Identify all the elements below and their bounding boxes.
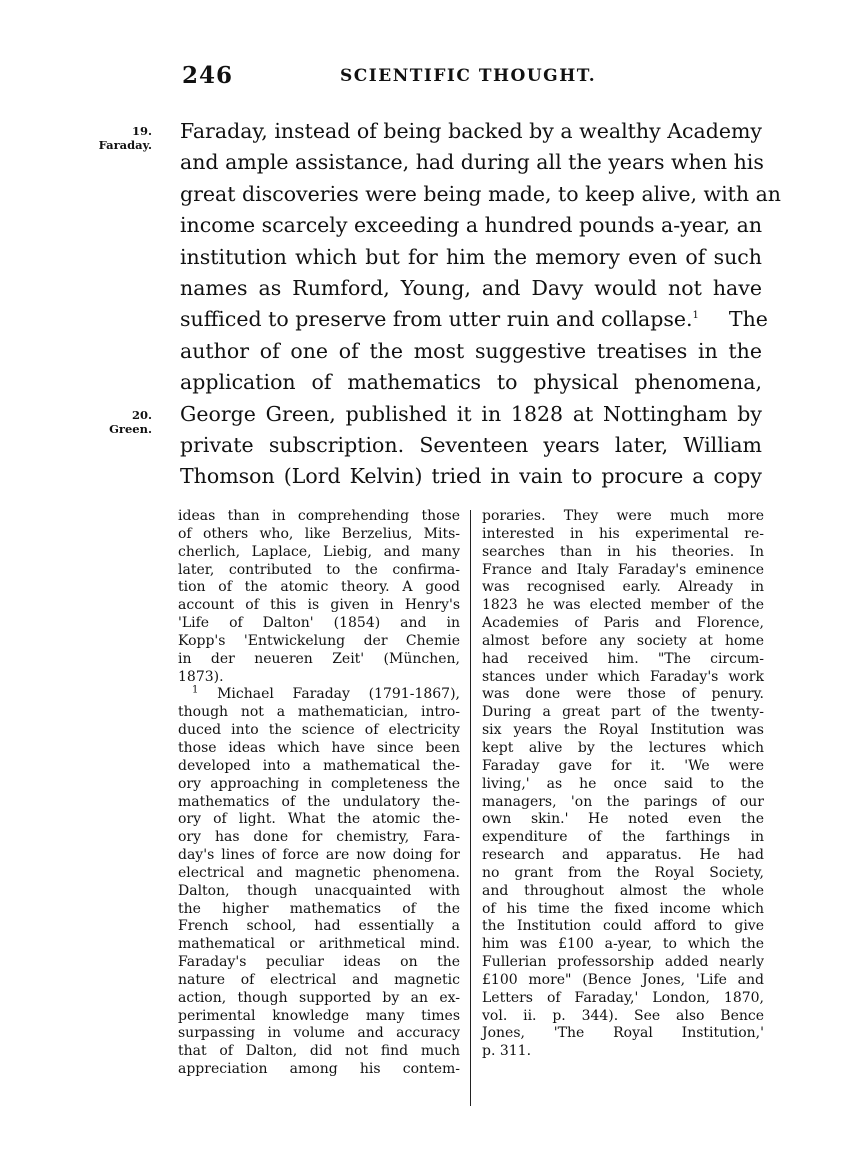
text-fragment: The <box>728 307 768 332</box>
footnote-line: tion of the atomic theory. A good <box>178 579 460 596</box>
text-line: George Green, published it in 1828 at Nottingham by <box>180 401 762 426</box>
footnote-line: searches than in his theories. In <box>482 543 764 560</box>
footnote-line: though not a mathematician, intro- <box>178 704 460 721</box>
main-text <box>180 116 782 493</box>
margin-note-name: Green. <box>109 422 152 436</box>
footnote-line: Letters of Faraday,' London, 1870, <box>482 989 764 1006</box>
page-header <box>180 62 760 96</box>
footnote-line: had received him. "The circum- <box>482 650 764 667</box>
footnote-line: was recognised early. Already in <box>482 579 764 596</box>
footnote-line: stances under which Faraday's work <box>482 668 764 685</box>
text-line-with-footnote <box>180 304 768 335</box>
footnote-line: ory approaching in completeness the <box>178 775 460 792</box>
footnote-line: living,' as he once said to the <box>482 775 764 792</box>
footnote-line: appreciation among his contem- <box>178 1061 460 1078</box>
footnote-line: of his time the fixed income which <box>482 900 764 917</box>
footnote-line: French school, had essentially a <box>178 918 460 935</box>
running-head: SCIENTIFIC THOUGHT. <box>340 66 597 86</box>
footnote-line: Jones, 'The Royal Institution,' <box>482 1025 764 1042</box>
footnote-line: him was £100 a-year, to which the <box>482 936 764 953</box>
footnote-line: in der neueren Zeit' (München, <box>178 650 460 667</box>
footnote-line: France and Italy Faraday's eminence <box>482 561 764 578</box>
footnote-line: action, though supported by an ex- <box>178 989 460 1006</box>
margin-note-name: Faraday. <box>98 138 152 152</box>
footnote-line: perimental knowledge many times <box>178 1007 460 1024</box>
margin-note-green <box>70 408 152 436</box>
text-line: Faraday, instead of being backed by a wealthy Academy <box>180 119 762 143</box>
footnote-line: day's lines of force are now doing for <box>178 847 460 864</box>
footnote-line: duced into the science of electricity <box>178 722 460 739</box>
text-line: names as Rumford, Young, and Davy would not have <box>180 275 762 300</box>
footnote-line: kept alive by the lectures which <box>482 739 764 756</box>
footnote-line: and throughout almost the whole <box>482 882 764 899</box>
footnote-line: research and apparatus. He had <box>482 847 764 864</box>
text-line: Thomson (Lord Kelvin) tried in vain to procure a copy <box>180 464 762 489</box>
footnote-line: electrical and magnetic phenomena. <box>178 864 460 881</box>
footnote-line: own skin.' He noted even the <box>482 811 764 828</box>
footnote-line: Academies of Paris and Florence, <box>482 615 764 632</box>
footnote-line: 1873). <box>178 668 224 685</box>
footnote-line: 'Life of Dalton' (1854) and in <box>178 615 460 632</box>
footnote-line: ory has done for chemistry, Fara- <box>178 829 460 846</box>
footnote-line: no grant from the Royal Society, <box>482 864 764 881</box>
page-number: 246 <box>182 62 234 89</box>
footnote-line: Fullerian professorship added nearly <box>482 954 764 971</box>
footnote-line: £100 more" (Bence Jones, 'Life and <box>482 971 764 988</box>
footnote-line: managers, 'on the parings of our <box>482 793 764 810</box>
footnote-line: mathematical or arithmetical mind. <box>178 936 460 953</box>
footnote-line: poraries. They were much more <box>482 508 764 524</box>
footnote-line: Kopp's 'Entwickelung der Chemie <box>178 632 460 649</box>
footnote-line: 1823 he was elected member of the <box>482 597 764 614</box>
text-line: institution which but for him the memory even of such <box>180 244 762 269</box>
text-line: great discoveries were being made, to keep alive, with an <box>180 181 782 206</box>
footnote-line: p. 311. <box>482 1043 532 1060</box>
footnote-line: of others who, like Berzelius, Mits- <box>178 525 460 542</box>
footnote-line: mathematics of the undulatory the- <box>178 793 460 810</box>
footnote-line: the higher mathematics of the <box>178 900 460 917</box>
footnote-column-left <box>178 508 460 1079</box>
text-line: and ample assistance, had during all the years when his <box>180 150 764 175</box>
text-fragment: Michael Faraday (1791-1867), <box>217 686 460 703</box>
footnote-line: During a great part of the twenty- <box>482 704 764 721</box>
footnote-line: was done were those of penury. <box>482 686 764 703</box>
text-line: author of one of the most suggestive treatises in the <box>180 338 762 363</box>
footnote-line: six years the Royal Institution was <box>482 722 764 739</box>
footnote-line: later, contributed to the confirma- <box>178 561 460 578</box>
text-line: private subscription. Seventeen years later, William <box>180 432 762 457</box>
footnote-line: developed into a mathematical the- <box>178 757 460 774</box>
footnote-line: Faraday's peculiar ideas on the <box>178 954 460 971</box>
footnote-line: that of Dalton, did not find much <box>178 1043 460 1060</box>
footnote-line: Faraday gave for it. 'We were <box>482 757 764 774</box>
footnote-column-right <box>482 508 764 1061</box>
footnote-line: Dalton, though unacquainted with <box>178 882 460 899</box>
footnote-line: interested in his experimental re- <box>482 525 764 542</box>
text-fragment: sufficed to preserve from utter ruin and collapse. <box>180 307 693 332</box>
footnote-line: vol. ii. p. 344). See also Bence <box>482 1007 764 1024</box>
column-divider <box>470 510 471 1106</box>
footnote-line: ideas than in comprehending those <box>178 508 460 524</box>
margin-note-faraday <box>70 124 152 152</box>
footnote-line: ory of light. What the atomic the- <box>178 811 460 828</box>
footnote-line: account of this is given in Henry's <box>178 597 460 614</box>
footnote-line: the Institution could afford to give <box>482 918 764 935</box>
footnote-reference: 1 <box>692 310 699 322</box>
text-line: application of mathematics to physical phenomena, <box>180 370 762 395</box>
footnote-line: cherlich, Laplace, Liebig, and many <box>178 543 460 560</box>
footnote-line: those ideas which have since been <box>178 739 460 756</box>
footnote-line: expenditure of the farthings in <box>482 829 764 846</box>
margin-note-number: 20. <box>131 408 152 422</box>
footnote-start <box>178 686 460 704</box>
footnote-line: almost before any society at home <box>482 632 764 649</box>
footnote-line: surpassing in volume and accuracy <box>178 1025 460 1042</box>
footnote-number: 1 <box>192 684 199 696</box>
footnote-line: nature of electrical and magnetic <box>178 971 460 988</box>
margin-note-number: 19. <box>131 124 152 138</box>
text-line: income scarcely exceeding a hundred pounds a-year, an <box>180 213 763 238</box>
